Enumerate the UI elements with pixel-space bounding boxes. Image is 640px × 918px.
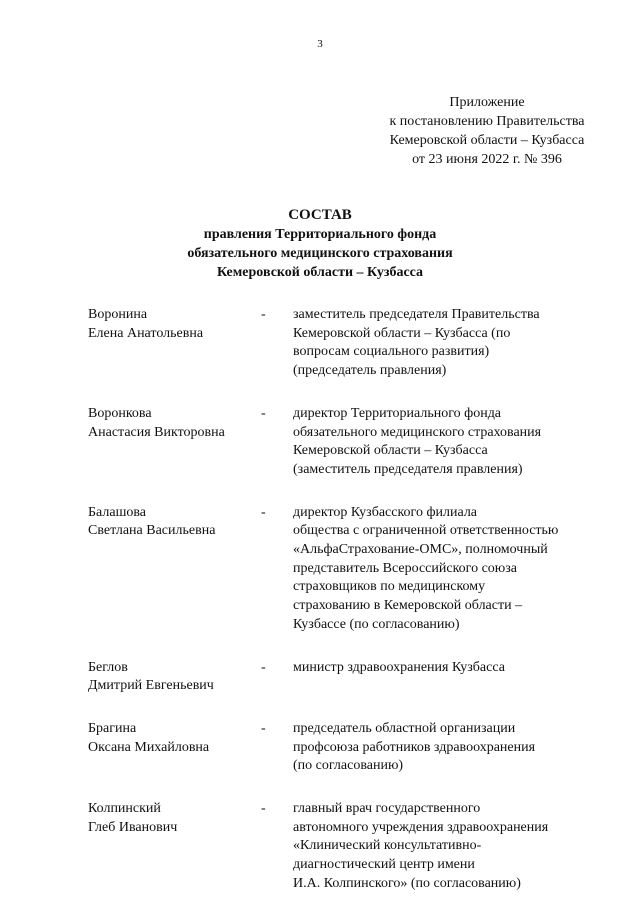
member-dash: - (261, 801, 266, 817)
appendix-block (362, 93, 612, 169)
member-role-line: диагностический центр имени (293, 857, 475, 873)
member-name-line: Воронкова (88, 405, 152, 421)
heading-line: правления Территориального фонда (203, 227, 437, 242)
member-name (88, 306, 261, 381)
member-name-line: Глеб Иванович (88, 819, 178, 835)
appendix-line: от 23 июня 2022 г. № 396 (412, 152, 562, 167)
member-name-line: Светлана Васильевна (88, 523, 216, 539)
member-name (88, 800, 261, 894)
member-dash: - (261, 307, 266, 322)
member-name-line: Беглов (88, 659, 128, 675)
member-role (293, 504, 593, 635)
members-list (88, 306, 608, 918)
member-role-line: «АльфаСтрахование-ОМС», полномочный (293, 542, 548, 558)
member-dash: - (261, 504, 266, 520)
member-role-line: «Клинический консультативно- (293, 838, 482, 854)
appendix-line: Приложение (449, 95, 525, 110)
member-name-line: Брагина (88, 720, 137, 736)
member-role-line: заместитель председателя Правительства (293, 307, 540, 322)
member-role-line: страховщиков по медицинскому (293, 579, 486, 595)
member-role-line: (председатель правления) (293, 363, 447, 379)
member-role-line: профсоюза работников здравоохранения (293, 739, 536, 755)
member-role-line: директор Кузбасского филиала (293, 504, 478, 520)
member-name-line: Колпинский (88, 801, 161, 817)
member-role-line: общества с ограниченной ответственностью (293, 523, 559, 539)
member-row (88, 306, 608, 381)
member-role-line: представитель Всероссийского союза (293, 560, 517, 576)
member-row (88, 800, 608, 894)
member-role (293, 405, 593, 480)
member-dash: - (261, 405, 266, 421)
member-role-line: министр здравоохранения Кузбасса (293, 659, 505, 675)
member-row (88, 720, 608, 776)
page-number: 3 (317, 38, 323, 50)
member-row (88, 659, 608, 696)
heading-line: Кемеровской области – Кузбасса (216, 265, 424, 280)
appendix-line: к постановлению Правительства (389, 114, 585, 129)
member-role (293, 720, 593, 776)
member-name-line: Анастасия Викторовна (88, 424, 225, 440)
heading-line: обязательного медицинского страхования (187, 246, 453, 261)
member-role (293, 306, 593, 381)
member-role-line: (заместитель председателя правления) (293, 461, 523, 477)
member-role-line: автономного учреждения здравоохранения (293, 819, 549, 835)
member-name-line: Елена Анатольевна (88, 325, 204, 341)
heading-title: СОСТАВ (288, 207, 352, 223)
member-dash: - (261, 659, 266, 675)
member-name (88, 504, 261, 635)
member-name-line: Оксана Михайловна (88, 739, 210, 755)
member-role (293, 659, 593, 696)
member-role-line: страхованию в Кемеровской области – (293, 598, 523, 614)
member-row (88, 504, 608, 635)
member-name-line: Балашова (88, 504, 146, 520)
member-name (88, 405, 261, 480)
member-role (293, 800, 593, 894)
member-role-line: директор Территориального фонда (293, 405, 502, 421)
member-name (88, 659, 261, 696)
member-role-line: Кузбассе (по согласованию) (293, 616, 460, 632)
member-role-line: (по согласованию) (293, 758, 404, 774)
member-name-line: Воронина (88, 307, 148, 322)
member-role-line: вопросам социального развития) (293, 344, 490, 360)
member-role-line: Кемеровской области – Кузбасса (по (293, 325, 511, 341)
member-role-line: обязательного медицинского страхования (293, 424, 542, 440)
member-name-line: Дмитрий Евгеньевич (88, 678, 214, 694)
member-role-line: председатель областной организации (293, 720, 516, 736)
member-role-line: Кемеровской области – Кузбасса (293, 443, 488, 459)
document-heading (0, 205, 640, 282)
member-role-line: главный врач государственного (293, 801, 481, 817)
member-dash: - (261, 720, 266, 736)
member-name (88, 720, 261, 776)
member-role-line: И.А. Колпинского» (по согласованию) (293, 875, 521, 891)
appendix-line: Кемеровской области – Кузбасса (389, 133, 585, 148)
member-row (88, 405, 608, 480)
